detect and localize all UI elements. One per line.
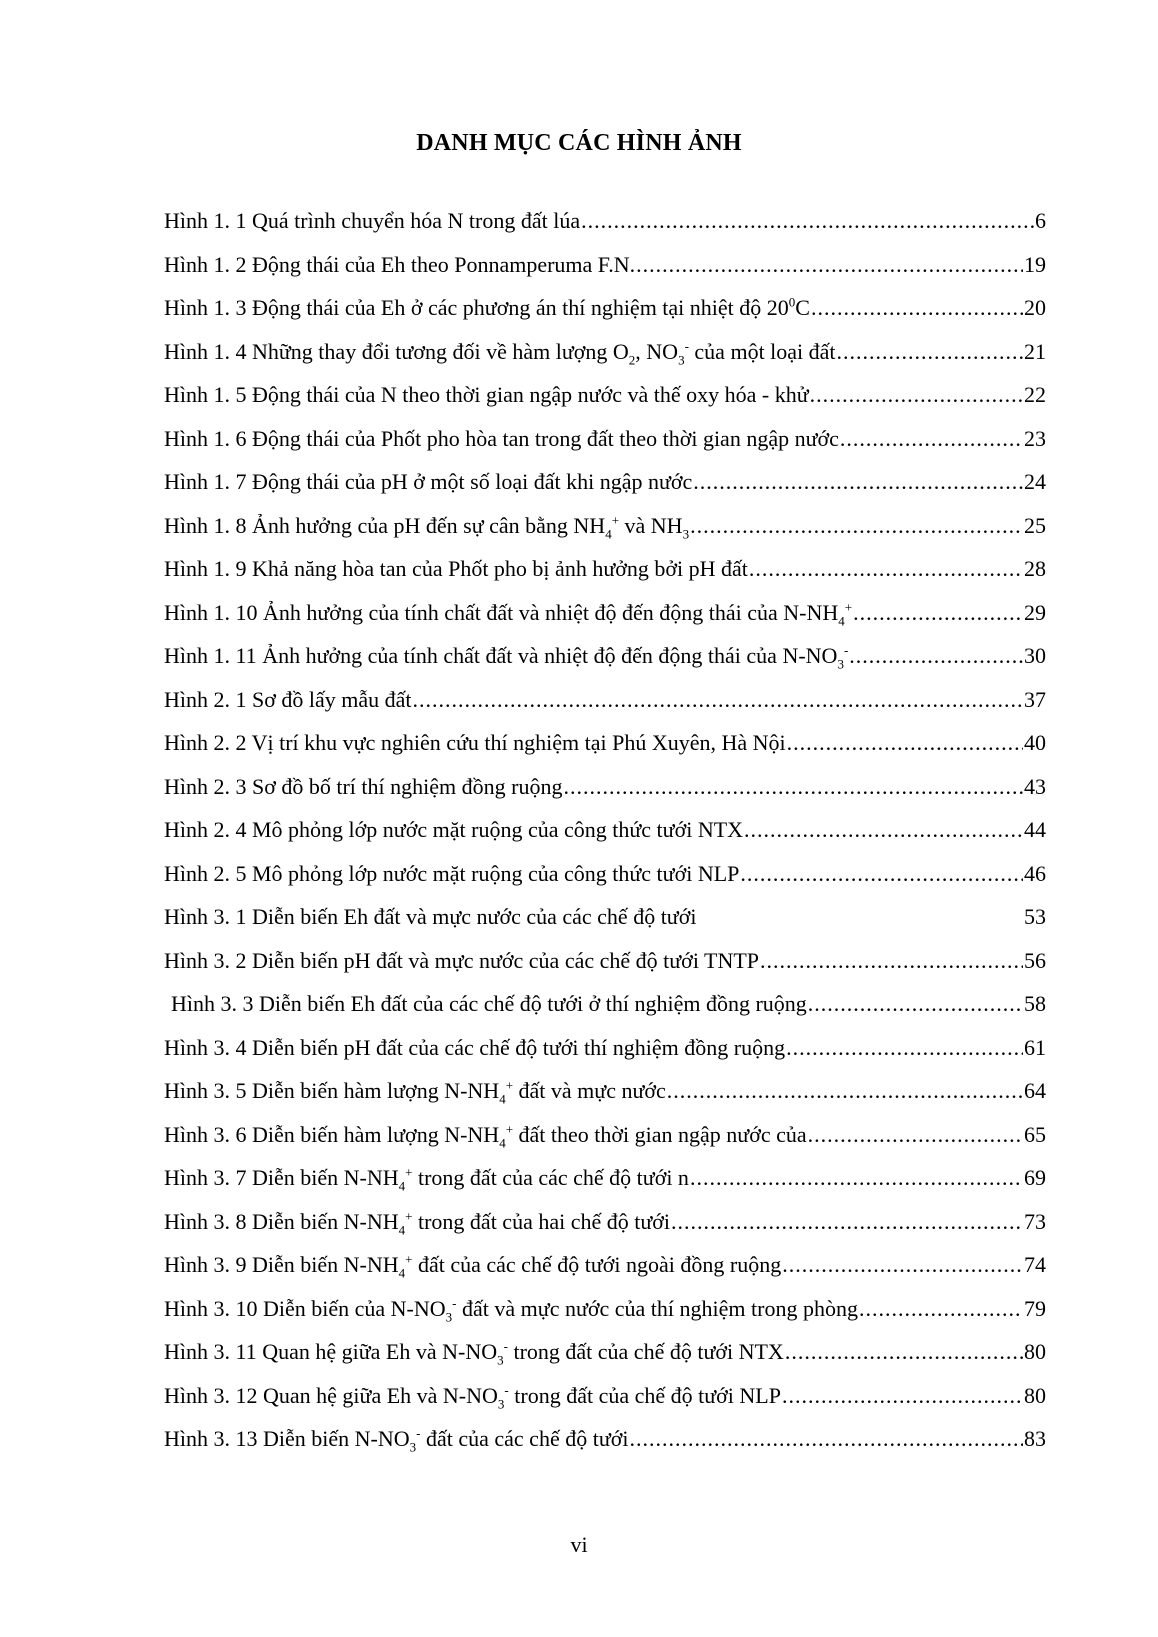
figure-label: Hình 2. 4: [164, 817, 247, 842]
figure-title: [171, 991, 807, 1017]
subscript: 4: [398, 1221, 406, 1237]
dot-leader: [811, 295, 1023, 321]
title-text: Diễn biến hàm lượng N-NH: [252, 1121, 500, 1147]
superscript: -: [504, 1382, 509, 1398]
subscript: 4: [398, 1265, 406, 1281]
superscript: -: [843, 642, 849, 658]
superscript: -: [684, 338, 689, 354]
title-text: Động thái của pH ở một số loại đất khi ngập nước: [252, 469, 693, 494]
figure-entry[interactable]: [164, 426, 1046, 470]
superscript: +: [405, 1164, 413, 1180]
figure-page-number: 30: [1024, 643, 1046, 668]
title-text: Sơ đồ bố trí thí nghiệm đồng ruộng: [252, 773, 563, 799]
figure-title: [164, 1122, 807, 1148]
figure-page-number: 58: [1024, 991, 1046, 1016]
superscript: +: [844, 599, 853, 615]
title-text: Diễn biến của N-NO: [263, 1295, 446, 1321]
figure-label: Hình 1. 4: [164, 338, 247, 364]
superscript: -: [416, 1425, 421, 1441]
figure-entry[interactable]: [164, 1426, 1046, 1470]
dot-leader: [840, 426, 1023, 452]
figure-entry[interactable]: [164, 1122, 1046, 1166]
figure-title: [164, 1035, 785, 1061]
title-text: trong đất của các chế độ tưới n: [412, 1165, 689, 1190]
figure-entry[interactable]: [164, 774, 1046, 818]
superscript: +: [405, 1251, 413, 1267]
figure-page-number: 73: [1024, 1208, 1046, 1234]
dot-leader: [808, 1122, 1023, 1148]
figure-page-number: 29: [1024, 599, 1046, 625]
figure-label: Hình 3. 9: [164, 1252, 247, 1277]
dot-leader: [782, 1252, 1023, 1278]
dot-leader: [630, 1426, 1024, 1452]
title-text: đất của các chế độ tưới ngoài đồng ruộng: [412, 1252, 782, 1277]
subscript: 3: [682, 525, 690, 541]
figure-title: [164, 948, 759, 974]
figure-page-number: 23: [1024, 425, 1046, 451]
figure-label: Hình 3. 2: [164, 947, 247, 973]
figure-page-number: 46: [1024, 860, 1046, 886]
figure-label: Hình 1. 1: [164, 208, 247, 233]
figure-entry[interactable]: [164, 730, 1046, 774]
subscript: 4: [398, 1178, 406, 1194]
title-text: trong đất của chế độ tưới NTX: [507, 1339, 784, 1364]
figure-page-number: 44: [1024, 817, 1046, 842]
figure-label: Hình 3. 5: [164, 1078, 247, 1103]
figure-label: Hình 1. 11: [164, 643, 257, 668]
dot-leader: [787, 730, 1023, 756]
figure-entry[interactable]: [164, 295, 1046, 339]
figure-title: [164, 1209, 670, 1235]
title-text: Diễn biến pH đất và mực nước của các chế độ tưới TNTP: [252, 947, 760, 973]
title-text: Diễn biến N-NH: [252, 1252, 399, 1277]
figure-entry[interactable]: [164, 382, 1046, 426]
figure-label: Hình 1. 6: [164, 425, 247, 451]
figure-page-number: 61: [1024, 1034, 1046, 1060]
title-text: Vị trí khu vực nghiên cứu thí nghiệm tại Phú Xuyên, Hà Nội: [251, 730, 786, 755]
figure-label: Hình 3. 8: [164, 1208, 247, 1234]
figure-title: [164, 904, 696, 930]
dot-leader: [667, 1078, 1023, 1104]
figure-page-number: 80: [1024, 1339, 1046, 1364]
dot-leader: [785, 1339, 1023, 1365]
figure-label: Hình 2. 2: [164, 730, 247, 755]
subscript: 4: [605, 525, 612, 541]
figure-page-number: 22: [1024, 382, 1046, 407]
figure-page-number: 43: [1024, 773, 1046, 799]
superscript: 0: [788, 294, 796, 310]
figure-page-number: 37: [1024, 686, 1046, 712]
title-text: đất và mực nước của thí nghiệm trong phòng: [456, 1295, 858, 1321]
figure-title: [164, 861, 739, 887]
title-text: Diễn biến Eh đất và mực nước của các chế độ tưới: [252, 904, 697, 929]
figure-label: Hình 1. 10: [164, 599, 258, 625]
figure-page-number: 25: [1024, 512, 1046, 538]
figure-label: Hình 1. 3: [164, 295, 247, 320]
figure-label: Hình 3. 13: [164, 1426, 258, 1451]
figure-title: [164, 1077, 666, 1107]
title-text: Sơ đồ lấy mẫu đất: [252, 686, 412, 712]
figure-title: [164, 1338, 784, 1368]
title-text: đất và mực nước: [513, 1078, 666, 1103]
figure-label: Hình 3. 4: [164, 1034, 247, 1060]
dot-leader: [837, 339, 1023, 365]
title-text: Ảnh hưởng của tính chất đất và nhiệt độ đến động thái của N-NO: [262, 643, 838, 668]
subscript: 2: [628, 351, 636, 367]
subscript: 3: [497, 1395, 505, 1411]
figure-page-number: 20: [1024, 295, 1046, 320]
figure-page-number: 69: [1024, 1165, 1046, 1190]
dot-leader: [413, 687, 1024, 713]
figure-title: [164, 1296, 858, 1322]
title-text: Ảnh hưởng của pH đến sự cân bằng NH: [252, 512, 606, 538]
title-text: đất của các chế độ tưới: [420, 1426, 629, 1451]
figure-title: [164, 1164, 689, 1194]
title-text: Quá trình chuyển hóa N trong đất lúa: [252, 208, 581, 233]
dot-leader: [744, 817, 1023, 843]
title-text: Quan hệ giữa Eh và N-NO: [263, 1382, 498, 1408]
title-text: C: [795, 295, 810, 320]
figure-entry[interactable]: [164, 1165, 1046, 1209]
dot-leader: [786, 1035, 1023, 1061]
superscript: -: [452, 1295, 457, 1311]
figure-entry[interactable]: [164, 600, 1046, 644]
dot-leader: [740, 861, 1023, 887]
figure-page-number: 6: [1035, 208, 1046, 233]
figure-title: [164, 1383, 781, 1409]
figure-entry[interactable]: [164, 991, 1046, 1035]
figure-page-number: 79: [1024, 1295, 1046, 1321]
figure-entry[interactable]: [164, 643, 1046, 687]
figure-title: [164, 556, 748, 582]
figure-title: [164, 730, 786, 756]
figure-page-number: 64: [1024, 1078, 1046, 1103]
figure-label: Hình 1. 8: [164, 512, 247, 538]
figure-title: [164, 426, 839, 452]
figure-entry[interactable]: [164, 1209, 1046, 1253]
dot-leader: [581, 208, 1034, 234]
figure-title: [164, 339, 836, 365]
figure-entry[interactable]: [164, 1383, 1046, 1427]
figure-title: [164, 469, 692, 495]
figure-label: Hình 1. 5: [164, 382, 247, 407]
figure-title: [164, 1251, 782, 1281]
figure-title: [164, 817, 743, 843]
superscript: +: [611, 512, 620, 528]
dot-leader: [690, 513, 1023, 539]
figure-entry[interactable]: [164, 817, 1046, 861]
title-text: Ảnh hưởng của tính chất đất và nhiệt độ đến động thái của N-NH: [263, 599, 839, 625]
subscript: 4: [838, 612, 845, 628]
figure-title: [164, 252, 635, 278]
figure-title: [164, 295, 810, 321]
title-text: , NO: [635, 338, 679, 364]
figure-label: Hình 2. 3: [164, 773, 247, 799]
figure-title: [164, 382, 809, 408]
figure-page-number: 40: [1024, 730, 1046, 755]
figure-title: [164, 1425, 629, 1455]
title-text: Diễn biến pH đất của các chế độ tưới thí nghiệm đồng ruộng: [252, 1034, 786, 1060]
title-text: Động thái của Phốt pho hòa tan trong đất theo thời gian ngập nước: [252, 425, 839, 451]
figure-label: Hình 2. 5: [164, 860, 247, 886]
dot-leader: [808, 991, 1023, 1017]
figure-page-number: 83: [1024, 1426, 1046, 1451]
figure-label: Hình 1. 9: [164, 556, 247, 581]
dot-leader: [782, 1383, 1023, 1409]
title-text: Diễn biến N-NH: [252, 1165, 399, 1190]
figure-label: Hình 3. 6: [164, 1121, 247, 1147]
figure-entry[interactable]: [164, 556, 1046, 600]
figure-label: Hình 3. 7: [164, 1165, 247, 1190]
dot-leader: [810, 382, 1023, 408]
dot-leader: [849, 643, 1023, 669]
dot-leader: [636, 252, 1023, 278]
dot-leader: [853, 600, 1023, 626]
figure-entry[interactable]: [164, 513, 1046, 557]
figure-entry[interactable]: [164, 904, 1046, 948]
superscript: +: [505, 1121, 514, 1137]
figure-list: [164, 208, 1046, 1470]
title-text: Mô phỏng lớp nước mặt ruộng của công thức tưới NTX: [252, 817, 744, 842]
title-text: của một loại đất: [688, 338, 836, 364]
title-text: và NH: [619, 512, 683, 538]
figure-title: [164, 642, 849, 672]
figure-page-number: 19: [1024, 251, 1046, 277]
title-text: Quan hệ giữa Eh và N-NO: [262, 1339, 498, 1364]
dot-leader: [693, 469, 1023, 495]
page-title: DANH MỤC CÁC HÌNH ẢNH: [416, 130, 742, 156]
figure-entry[interactable]: [164, 1339, 1046, 1383]
figure-label: Hình 3. 11: [164, 1339, 257, 1364]
figure-page-number: 65: [1024, 1121, 1046, 1147]
subscript: 3: [409, 1439, 417, 1455]
figure-title: [164, 208, 580, 234]
figure-title: [164, 600, 852, 626]
dot-leader: [690, 1165, 1023, 1191]
figure-page-number: 53: [1024, 904, 1046, 929]
figure-title: [164, 513, 689, 539]
figure-page-number: 74: [1024, 1252, 1046, 1277]
title-text: Những thay đổi tương đối về hàm lượng O: [252, 338, 629, 364]
superscript: +: [505, 1077, 514, 1093]
title-text: Động thái của Eh theo Ponnamperuma F.N.: [252, 251, 636, 277]
title-text: Diễn biến Eh đất của các chế độ tưới ở thí nghiệm đồng ruộng: [259, 991, 807, 1016]
figure-entry[interactable]: [164, 948, 1046, 992]
subscript: 4: [499, 1134, 506, 1150]
title-text: Động thái của N theo thời gian ngập nước và thế oxy hóa - khử: [252, 382, 809, 407]
figure-page-number: 28: [1024, 556, 1046, 581]
figure-entry[interactable]: [164, 1035, 1046, 1079]
dot-leader: [563, 774, 1023, 800]
figure-label: Hình 3. 10: [164, 1295, 258, 1321]
figure-entry[interactable]: [164, 1078, 1046, 1122]
title-text: đất theo thời gian ngập nước của: [513, 1121, 807, 1147]
figure-entry[interactable]: [164, 861, 1046, 905]
dot-leader: [749, 556, 1023, 582]
figure-title: [164, 774, 562, 800]
figure-entry[interactable]: [164, 252, 1046, 296]
figure-label: Hình 3. 3: [171, 991, 254, 1016]
title-text: trong đất của hai chế độ tưới: [412, 1208, 671, 1234]
figure-label: Hình 3. 12: [164, 1382, 258, 1408]
dot-leader: [671, 1209, 1023, 1235]
page-number: vi: [570, 1532, 588, 1557]
dot-leader: [859, 1296, 1023, 1322]
dot-leader: [760, 948, 1023, 974]
superscript: -: [503, 1338, 508, 1354]
figure-entry[interactable]: [164, 339, 1046, 383]
title-text: Động thái của Eh ở các phương án thí nghiệm tại nhiệt độ 20: [252, 295, 789, 320]
subscript: 3: [497, 1352, 504, 1368]
figure-label: Hình 2. 1: [164, 686, 247, 712]
subscript: 3: [678, 351, 685, 367]
figure-label: Hình 1. 2: [164, 251, 247, 277]
title-text: Mô phỏng lớp nước mặt ruộng của công thức tưới NLP: [252, 860, 740, 886]
title-text: Diễn biến N-NH: [252, 1208, 399, 1234]
figure-title: [164, 687, 412, 713]
figure-page-number: 21: [1024, 338, 1046, 364]
subscript: 4: [499, 1091, 506, 1107]
title-text: Khả năng hòa tan của Phốt pho bị ảnh hưởng bởi pH đất: [252, 556, 748, 581]
subscript: 3: [445, 1308, 453, 1324]
figure-entry[interactable]: [164, 469, 1046, 513]
figure-page-number: 80: [1024, 1382, 1046, 1408]
title-text: Diễn biến N-NO: [263, 1426, 410, 1451]
figure-label: Hình 1. 7: [164, 469, 247, 494]
figure-page-number: 24: [1024, 469, 1046, 494]
title-text: trong đất của chế độ tưới NLP: [508, 1382, 781, 1408]
figure-page-number: 56: [1024, 947, 1046, 973]
figure-entry[interactable]: [164, 1296, 1046, 1340]
figure-entry[interactable]: [164, 1252, 1046, 1296]
subscript: 3: [837, 656, 844, 672]
figure-entry[interactable]: [164, 687, 1046, 731]
figure-entry[interactable]: [164, 208, 1046, 252]
title-text: Diễn biến hàm lượng N-NH: [252, 1078, 500, 1103]
figure-label: Hình 3. 1: [164, 904, 247, 929]
superscript: +: [405, 1208, 413, 1224]
